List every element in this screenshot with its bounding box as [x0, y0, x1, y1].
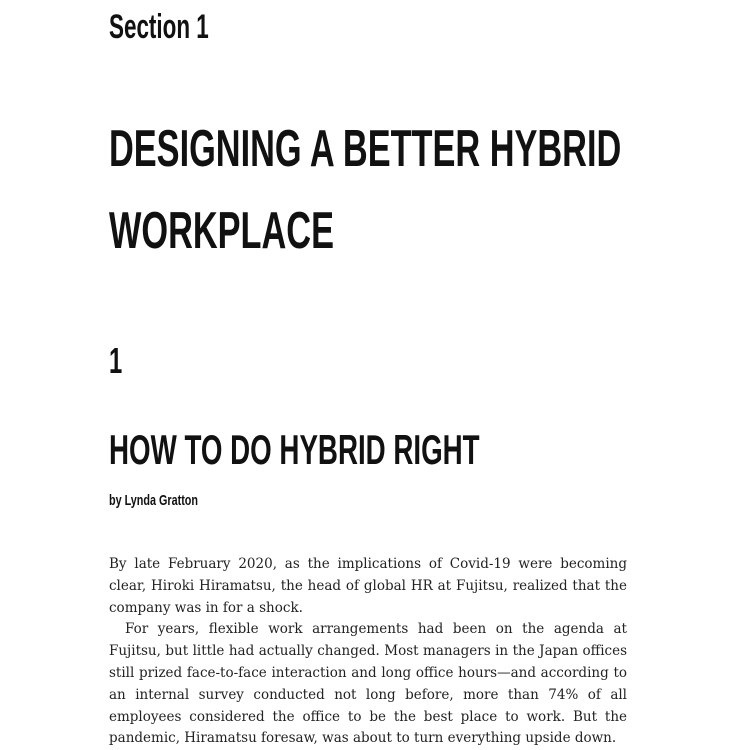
- section-title-line-1: DESIGNING A BETTER HYBRID: [109, 120, 622, 178]
- paragraph: For years, flexible work arrangements had been on the agenda at Fujitsu, but little had actually changed. Most managers in the Japan offices still prized face-to-face interaction and long office hours—and according to an internal survey conducted not long before, more than 74% of all employees considered the office to be the best place to work. But the pandemic, Hiramatsu foresaw, was about to turn everything upside down.: [109, 621, 627, 747]
- paragraph: By late February 2020, as the implications of Covid-19 were becoming clear, Hiroki Hiramatsu, the head of global HR at Fujitsu, realized that the company was in for a shock.: [109, 556, 627, 616]
- chapter-title: HOW TO DO HYBRID RIGHT: [109, 426, 480, 473]
- chapter-number: 1: [109, 340, 123, 381]
- author-byline: by Lynda Gratton: [109, 492, 199, 509]
- body-text: [109, 554, 627, 750]
- section-label: Section 1: [109, 8, 209, 46]
- section-title-line-2: WORKPLACE: [109, 202, 334, 260]
- section-title: [109, 108, 621, 272]
